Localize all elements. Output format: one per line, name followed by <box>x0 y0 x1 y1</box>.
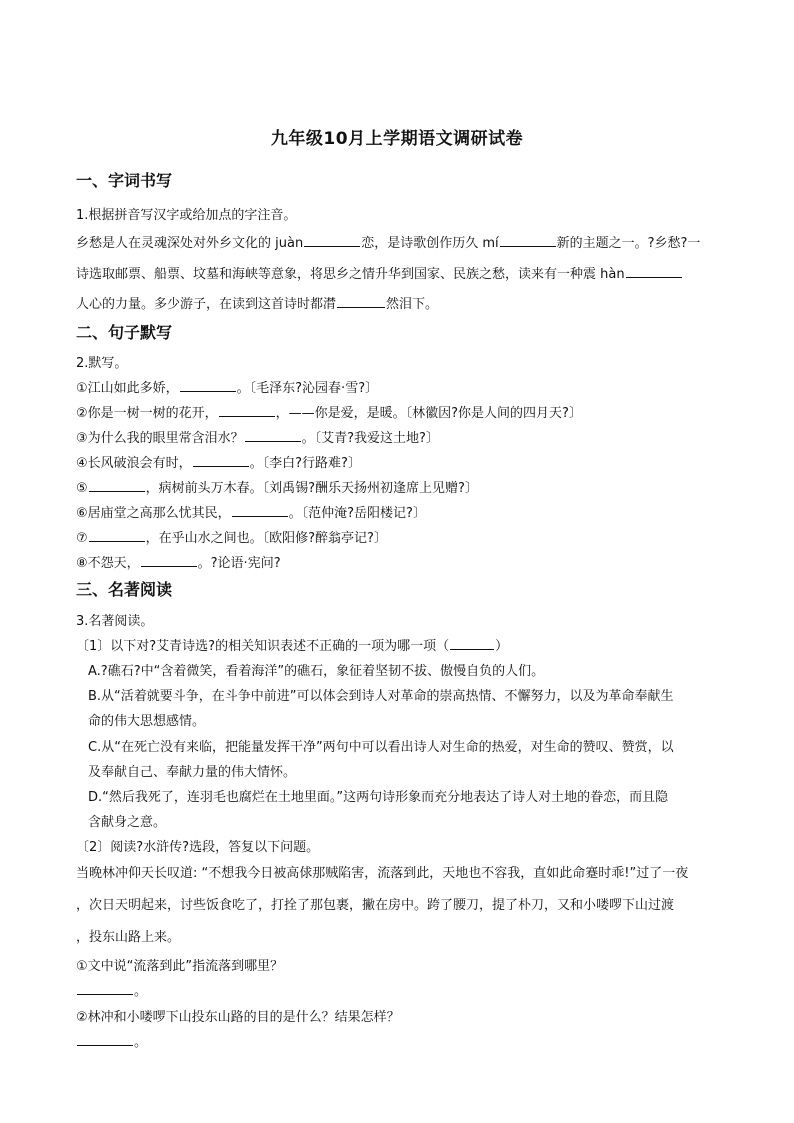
text: ⑤ <box>76 481 88 496</box>
section-heading-3: 三、名著阅读 <box>76 580 173 599</box>
text: ①江山如此多娇， <box>76 381 179 396</box>
question-1-line-1 <box>76 232 700 251</box>
recitation-item-6 <box>76 502 426 521</box>
fill-blank[interactable] <box>626 265 682 278</box>
question-3-prompt: 3.名著阅读。 <box>76 614 154 629</box>
text: ，病树前头万木春。〔刘禹锡?酬乐天扬州初逢席上见赠?〕 <box>145 481 478 496</box>
question-1-line-3 <box>76 293 438 312</box>
recitation-item-3 <box>76 427 439 446</box>
fill-blank[interactable] <box>245 429 301 442</box>
fill-blank[interactable] <box>89 529 145 542</box>
recitation-item-1 <box>76 377 378 396</box>
text: 〔1〕以下对?艾青诗选?的相关知识表述不正确的一项为哪一项（ <box>76 639 450 654</box>
fill-blank[interactable] <box>180 379 236 392</box>
text: 乡愁是人在灵魂深处对外乡文化的 juàn <box>76 236 304 251</box>
text: 诗选取邮票、船票、坟墓和海峡等意象，将思乡之情升华到国家、民族之愁，读来有一种震 hàn <box>76 267 625 282</box>
text: ⑧不怨天， <box>76 556 140 571</box>
text: 然泪下。 <box>386 297 439 312</box>
fill-blank[interactable] <box>232 504 288 517</box>
text: ，在乎山水之间也。〔欧阳修?醉翁亭记?〕 <box>145 531 387 546</box>
text: ③为什么我的眼里常含泪水？ <box>76 431 244 446</box>
text: ） <box>495 639 509 654</box>
recitation-item-2 <box>76 402 582 421</box>
question-2-prompt: 2.默写。 <box>76 356 128 371</box>
section-heading-1: 一、字词书写 <box>76 171 173 190</box>
option-d[interactable]: D.“然后我死了，连羽毛也腐烂在土地里面。”这两句诗形象而充分地表达了诗人对土地的眷恋，而且隐 <box>88 790 669 805</box>
fill-blank[interactable] <box>193 454 249 467</box>
question-1-prompt: 1.根据拼音写汉字或给加点的字注音。 <box>76 208 297 223</box>
option-c-continued: 及奉献自己、奉献力量的伟大情怀。 <box>88 765 297 780</box>
text: 。〔李白?行路难?〕 <box>249 456 361 471</box>
passage-question-1: ①文中说“流落到此”指流落到哪里？ <box>76 959 284 974</box>
option-b-continued: 命的伟大思想感情。 <box>88 714 206 729</box>
fill-blank[interactable] <box>337 295 385 308</box>
text: 。〔毛泽东?沁园春·雪?〕 <box>236 381 379 396</box>
text: ⑦ <box>76 531 88 546</box>
text: 新的主题之一。?乡愁?一 <box>556 236 701 251</box>
option-c[interactable]: C.从“在死亡没有来临，把能量发挥干净”两句中可以看出诗人对生命的热爱，对生命的赞叹、赞赏，以 <box>88 740 674 755</box>
answer-blank[interactable] <box>450 637 494 650</box>
passage-line-3: ，投东山路上来。 <box>76 930 181 945</box>
text: 人心的力量。多少游子，在读到这首诗时都潸 <box>76 297 337 312</box>
text: 恋，是诗歌创作历久 mí <box>361 236 499 251</box>
fill-blank[interactable] <box>500 234 556 247</box>
sub-question-2: 〔2〕阅读?水浒传?选段，答复以下问题。 <box>76 840 320 855</box>
text: 。 <box>134 1035 148 1050</box>
passage-line-1: 当晚林冲仰天长叹道: “不想我今日被高俅那贼陷害，流落到此，天地也不容我，直如此命蹇时乖!”过了一夜 <box>76 866 689 881</box>
answer-line-2 <box>76 1031 147 1050</box>
text: 。〔范仲淹?岳阳楼记?〕 <box>288 506 426 521</box>
sub-question-1 <box>76 635 508 654</box>
recitation-item-7 <box>76 527 387 546</box>
fill-blank[interactable] <box>304 234 360 247</box>
answer-blank[interactable] <box>77 1033 133 1046</box>
text: 。 <box>134 984 148 999</box>
section-heading-2: 二、句子默写 <box>76 323 173 342</box>
question-1-line-2 <box>76 263 683 282</box>
passage-question-2: ②林冲和小喽啰下山投东山路的目的是什么？结果怎样？ <box>76 1010 400 1025</box>
fill-blank[interactable] <box>141 554 197 567</box>
text: 。?论语·宪问? <box>197 556 281 571</box>
answer-blank[interactable] <box>77 982 133 995</box>
recitation-item-5 <box>76 477 478 496</box>
recitation-item-4 <box>76 452 361 471</box>
text: ，——你是爱，是暖。〔林徽因?你是人间的四月天?〕 <box>275 406 582 421</box>
recitation-item-8 <box>76 552 281 571</box>
text: ④长风破浪会有时， <box>76 456 192 471</box>
text: 。〔艾青?我爱这土地?〕 <box>301 431 439 446</box>
text: ②你是一树一树的花开， <box>76 406 218 421</box>
passage-line-2: ，次日天明起来，讨些饭食吃了，打拴了那包裹，撇在房中。跨了腰刀，提了朴刀，又和小喽啰下山过渡 <box>76 898 675 913</box>
answer-line-1 <box>76 980 147 999</box>
fill-blank[interactable] <box>219 404 275 417</box>
text: ⑥居庙堂之高那么忧其民， <box>76 506 231 521</box>
option-b[interactable]: B.从“活着就要斗争，在斗争中前进”可以体会到诗人对革命的崇高热情、不懈努力，以及为革命奉献生 <box>88 689 674 704</box>
page-title: 九年级10月上学期语文调研试卷 <box>270 129 524 149</box>
option-d-continued: 含献身之意。 <box>88 815 167 830</box>
fill-blank[interactable] <box>89 479 145 492</box>
option-a[interactable]: A.?礁石?中“含着微笑，看着海洋”的礁石，象征着坚韧不拔、傲慢自负的人们。 <box>88 664 545 679</box>
